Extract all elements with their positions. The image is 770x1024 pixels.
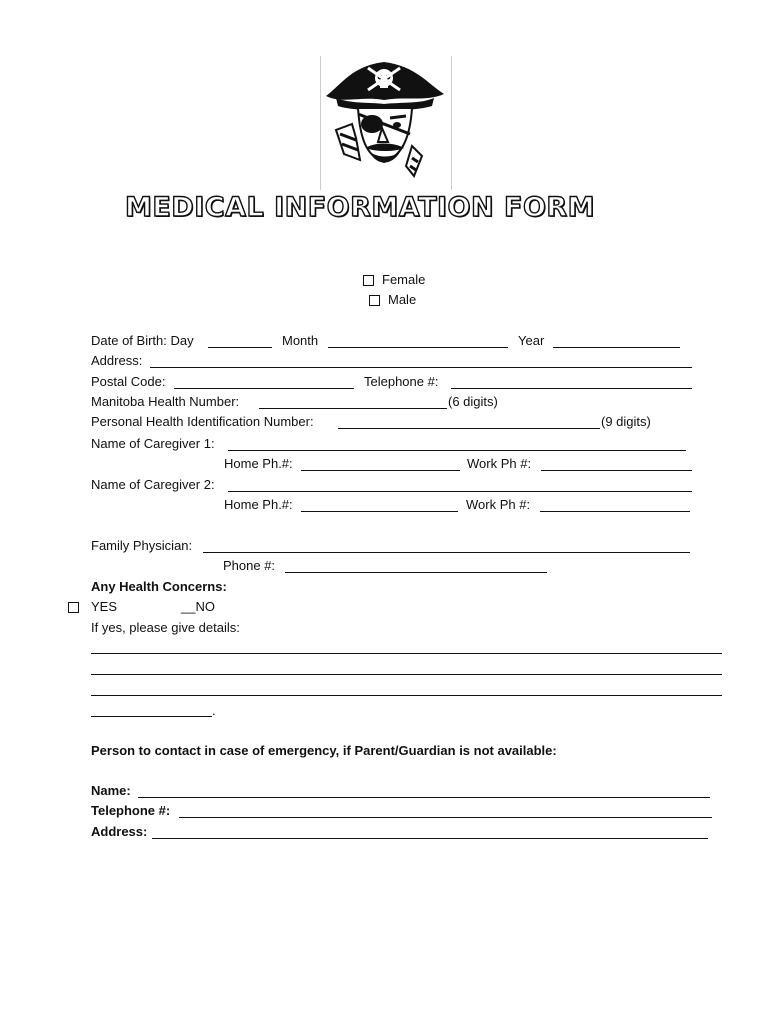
postal-code-label: Postal Code: (91, 374, 166, 389)
pirate-logo-icon (322, 58, 448, 188)
male-label: Male (388, 292, 417, 307)
em-name-field[interactable] (138, 797, 710, 798)
phin-field[interactable] (338, 428, 600, 429)
phin-label: Personal Health Identification Number: (91, 414, 314, 429)
yes-checkbox[interactable] (68, 602, 79, 613)
em-tel-field[interactable] (179, 817, 712, 818)
caregiver2-home-label: Home Ph.#: (224, 497, 293, 512)
caregiver2-field[interactable] (228, 491, 692, 492)
male-checkbox[interactable] (369, 295, 380, 306)
female-option[interactable] (363, 272, 425, 287)
month-label: Month (282, 333, 319, 348)
health-concerns-label: Any Health Concerns: (91, 579, 227, 594)
postal-code-field[interactable] (174, 388, 354, 389)
caregiver1-work-field[interactable] (541, 470, 692, 471)
details-line-2[interactable] (91, 674, 722, 675)
caregiver2-work-field[interactable] (540, 511, 690, 512)
em-name-label: Name: (91, 783, 131, 798)
caregiver1-work-label: Work Ph #: (467, 456, 532, 471)
caregiver1-field[interactable] (228, 450, 686, 451)
physician-phone-label: Phone #: (223, 558, 276, 573)
female-checkbox[interactable] (363, 275, 374, 286)
female-label: Female (382, 272, 426, 287)
dob-month-field[interactable] (328, 347, 508, 348)
caregiver1-label: Name of Caregiver 1: (91, 436, 215, 451)
year-label: Year (518, 333, 545, 348)
dob-day-field[interactable] (208, 347, 272, 348)
mb-health-field[interactable] (259, 408, 447, 409)
yes-label: YES (91, 599, 118, 614)
caregiver1-home-field[interactable] (301, 470, 460, 471)
mb-health-label: Manitoba Health Number: (91, 394, 240, 409)
form-title: MEDICAL INFORMATION FORM (125, 192, 596, 223)
em-address-field[interactable] (152, 838, 708, 839)
em-address-label: Address: (91, 824, 148, 839)
em-tel-label: Telephone #: (91, 803, 171, 818)
details-line-4[interactable] (91, 716, 212, 717)
physician-field[interactable] (203, 552, 690, 553)
no-option[interactable]: __NO (181, 599, 215, 614)
details-line-1[interactable] (91, 653, 722, 654)
emergency-heading: Person to contact in case of emergency, if Parent/Guardian is not available: (91, 743, 557, 758)
phin-suffix: (9 digits) (601, 414, 651, 429)
dob-year-field[interactable] (553, 347, 680, 348)
caregiver1-home-label: Home Ph.#: (224, 456, 293, 471)
male-option[interactable] (369, 292, 416, 307)
address-field[interactable] (150, 367, 692, 368)
details-label: If yes, please give details: (91, 620, 240, 635)
yes-option[interactable] (68, 599, 117, 614)
physician-phone-field[interactable] (285, 572, 547, 573)
physician-label: Family Physician: (91, 538, 193, 553)
caregiver2-home-field[interactable] (301, 511, 458, 512)
caregiver2-work-label: Work Ph #: (466, 497, 531, 512)
caregiver2-label: Name of Caregiver 2: (91, 477, 215, 492)
mb-health-suffix: (6 digits) (448, 394, 498, 409)
address-label: Address: (91, 353, 143, 368)
details-end: . (212, 703, 216, 718)
telephone-label: Telephone #: (364, 374, 439, 389)
dob-label: Date of Birth: Day (91, 333, 194, 348)
telephone-field[interactable] (451, 388, 692, 389)
details-line-3[interactable] (91, 695, 722, 696)
